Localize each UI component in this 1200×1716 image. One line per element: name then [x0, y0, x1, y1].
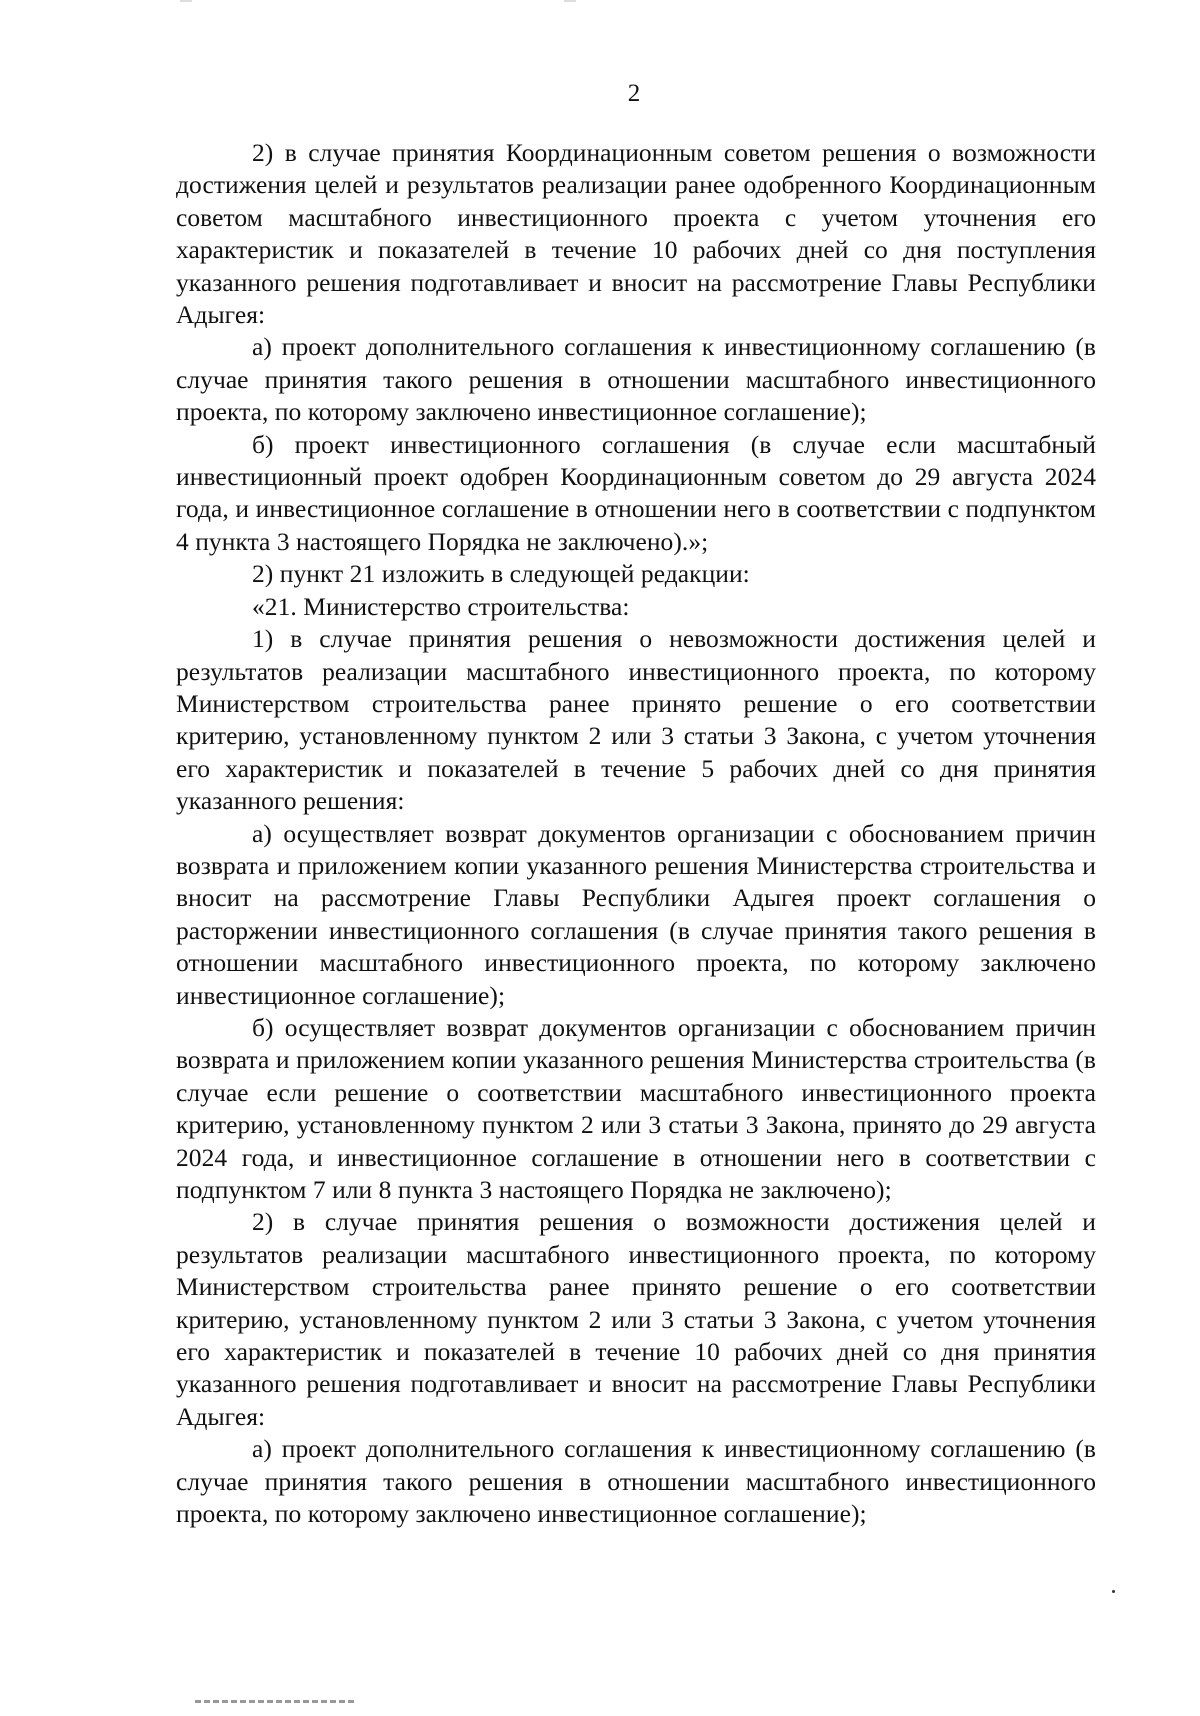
scan-edge-artifact	[0, 0, 1200, 2]
paragraph-b-investment-agreement-draft: б) проект инвестиционного соглашения (в случае если масштабный инвестиционный проект одобрен Координационным советом до 29 августа 2024 года, и инвестиционное соглашение в отношении него в соответствии с подпунктом 4 пункта 3 настоящего Порядка не заключено).»;	[176, 429, 1096, 556]
page-number: 2	[627, 80, 641, 107]
paragraph-2-possibility-decision: 2) в случае принятия решения о возможности достижения целей и результатов реализации масштабного инвестиционного проекта, по которому Министерством строительства ранее принято решение о его соответствии критерию, установленному пунктом 2 или 3 статьи 3 Закона, с учетом уточнения его характеристик и показателей в течение 10 рабочих дней со дня принятия указанного решения подготавливает и вносит на рассмотрение Главы Республики Адыгея:	[176, 1207, 1096, 1431]
document-body	[176, 137, 1096, 1530]
paragraph-amend-point-21: 2) пункт 21 изложить в следующей редакции:	[252, 559, 750, 589]
scan-speck	[1112, 1590, 1115, 1593]
paragraph-1-impossibility-decision: 1) в случае принятия решения о невозможности достижения целей и результатов реализации масштабного инвестиционного проекта, по которому Министерством строительства ранее принято решение о его соответствии критерию, установленному пунктом 2 или 3 статьи 3 Закона, с учетом уточнения его характеристик и показателей в течение 5 рабочих дней со дня принятия указанного решения:	[176, 624, 1096, 816]
paragraph-2-coordination-council-decision: 2) в случае принятия Координационным советом решения о возможности достижения целей и результатов реализации ранее одобренного Координационным советом масштабного инвестиционного проекта с учетом уточнения его характеристик и показателей в течение 10 рабочих дней со дня поступления указанного решения подготавливает и вносит на рассмотрение Главы Республики Адыгея:	[176, 138, 1096, 330]
paragraph-21-ministry-of-construction: «21. Министерство строительства:	[252, 591, 630, 621]
scan-edge-artifact-bottom	[195, 1700, 355, 1703]
paragraph-a-additional-agreement-draft: а) проект дополнительного соглашения к инвестиционному соглашению (в случае принятия такого решения в отношении масштабного инвестиционного проекта, по которому заключено инвестиционное соглашение);	[176, 332, 1096, 427]
paragraph-a-return-documents-termination: а) осуществляет возврат документов организации с обоснованием причин возврата и приложением копии указанного решения Министерства строительства и вносит на рассмотрение Главы Республики Адыгея проект соглашения о расторжении инвестиционного соглашения (в случае принятия такого решения в отношении масштабного инвестиционного проекта, по которому заключено инвестиционное соглашение);	[176, 818, 1096, 1010]
paragraph-b-return-documents: б) осуществляет возврат документов организации с обоснованием причин возврата и приложением копии указанного решения Министерства строительства (в случае если решение о соответствии масштабного инвестиционного проекта критерию, установленному пунктом 2 или 3 статьи 3 Закона, принято до 29 августа 2024 года, и инвестиционное соглашение в отношении него в соответствии с подпунктом 7 или 8 пункта 3 настоящего Порядка не заключено);	[176, 1012, 1096, 1204]
paragraph-a-additional-agreement-draft-2: а) проект дополнительного соглашения к инвестиционному соглашению (в случае принятия такого решения в отношении масштабного инвестиционного проекта, по которому заключено инвестиционное соглашение);	[176, 1434, 1096, 1529]
